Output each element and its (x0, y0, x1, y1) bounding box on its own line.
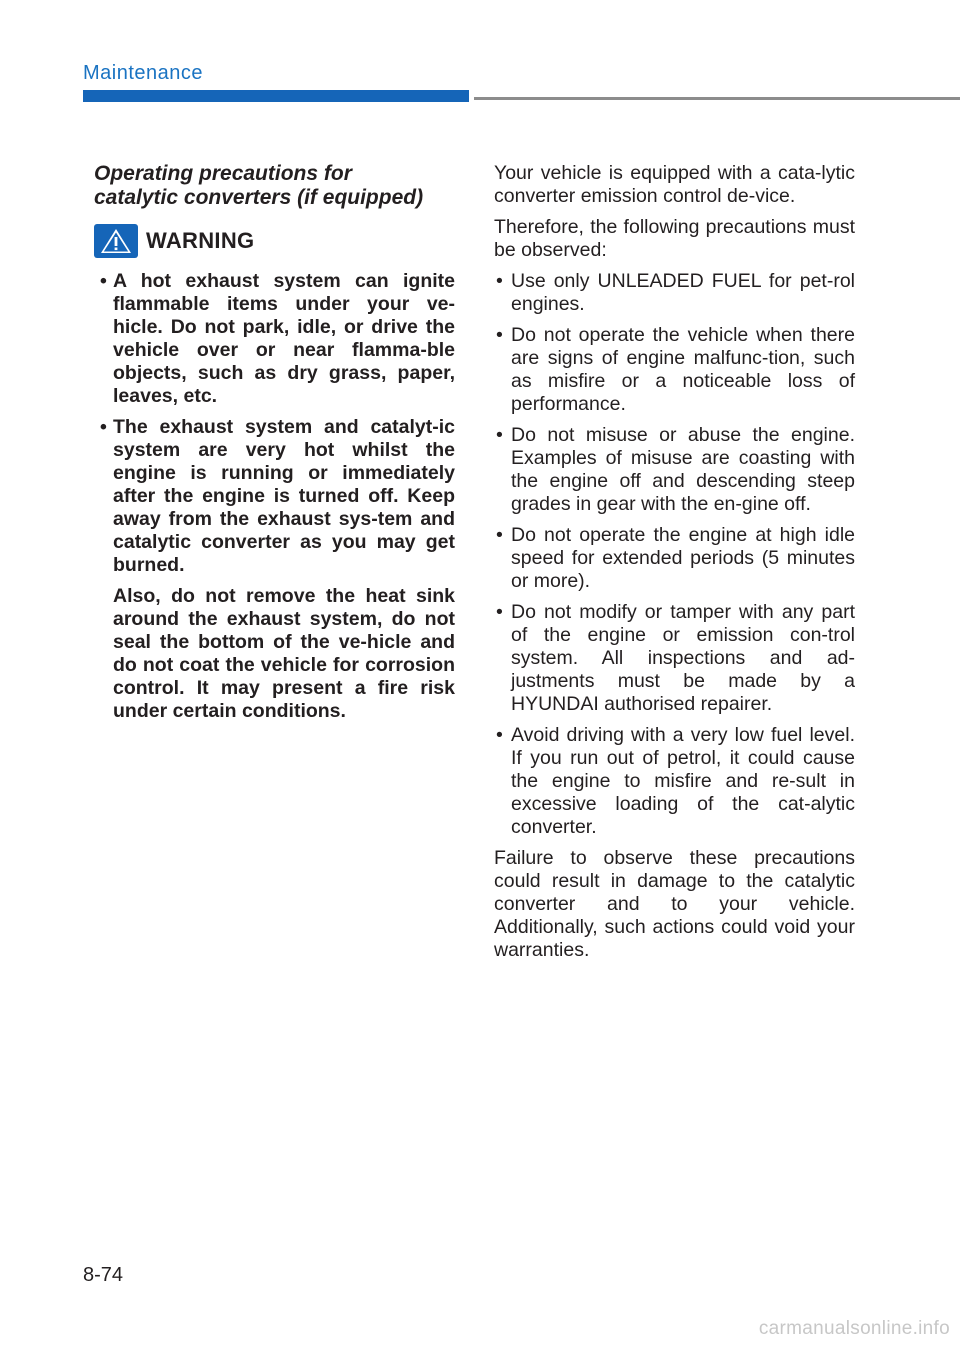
heading-line-2: catalytic converters (if equipped) (94, 186, 424, 209)
list-item: • Do not modify or tamper with any part of the engine or emission con-trol system. All inspections and ad-justments must be made by a HYUNDAI authorised repairer. (494, 601, 855, 716)
section-heading (94, 162, 455, 210)
right-column (494, 162, 855, 970)
list-item: • Use only UNLEADED FUEL for pet-rol engines. (494, 270, 855, 316)
section-label: Maintenance (83, 62, 204, 84)
header-rule-blue (83, 90, 469, 102)
warning-item-text: The exhaust system and catalyt-ic system are very hot whilst the engine is running or immediately after the engine is turned off. Keep away from the exhaust sys-tem and catalytic converter as you may get burned. (113, 416, 455, 576)
warning-continuation: Also, do not remove the heat sink around the exhaust system, do not seal the bottom of the ve-hicle and do not coat the vehicle for corrosion control. It may present a fire risk under certain conditions. (113, 585, 455, 722)
intro-paragraph: Your vehicle is equipped with a cata-lytic converter emission control de-vice. (494, 162, 855, 207)
heading-line-1: Operating precautions for (94, 162, 352, 185)
precautions-list (494, 270, 855, 839)
warning-item (94, 416, 455, 723)
warning-item-text: A hot exhaust system can ignite flammable items under your ve-hicle. Do not park, idle, or drive the vehicle over or near flamma-ble objects, such as dry grass, paper, leaves, etc. (113, 270, 455, 407)
list-item: • Avoid driving with a very low fuel level. If you run out of petrol, it could cause the engine to misfire and re-sult in excessive loading of the cat-alytic converter. (494, 724, 855, 839)
closing-paragraph: Failure to observe these precautions could result in damage to the catalytic converter and to your vehicle. Additionally, such actions could void your warranties. (494, 847, 855, 961)
header-rule-gray (474, 97, 960, 100)
list-item: • Do not operate the vehicle when there are signs of engine malfunc-tion, such as misfire or a noticeable loss of performance. (494, 324, 855, 416)
warning-list (94, 270, 455, 723)
precautions-lead: Therefore, the following precautions must be observed: (494, 216, 855, 261)
warning-label: WARNING (146, 228, 255, 253)
watermark: carmanualsonline.info (758, 1318, 950, 1339)
warning-triangle-icon (94, 224, 138, 258)
warning-item (94, 270, 455, 408)
left-column (94, 162, 455, 731)
warning-header (94, 224, 455, 258)
list-item: • Do not misuse or abuse the engine. Examples of misuse are coasting with the engine off and descending steep grades in gear with the en-gine off. (494, 424, 855, 516)
page-number: 8-74 (83, 1264, 124, 1286)
list-item: • Do not operate the engine at high idle speed for extended periods (5 minutes or more). (494, 524, 855, 593)
